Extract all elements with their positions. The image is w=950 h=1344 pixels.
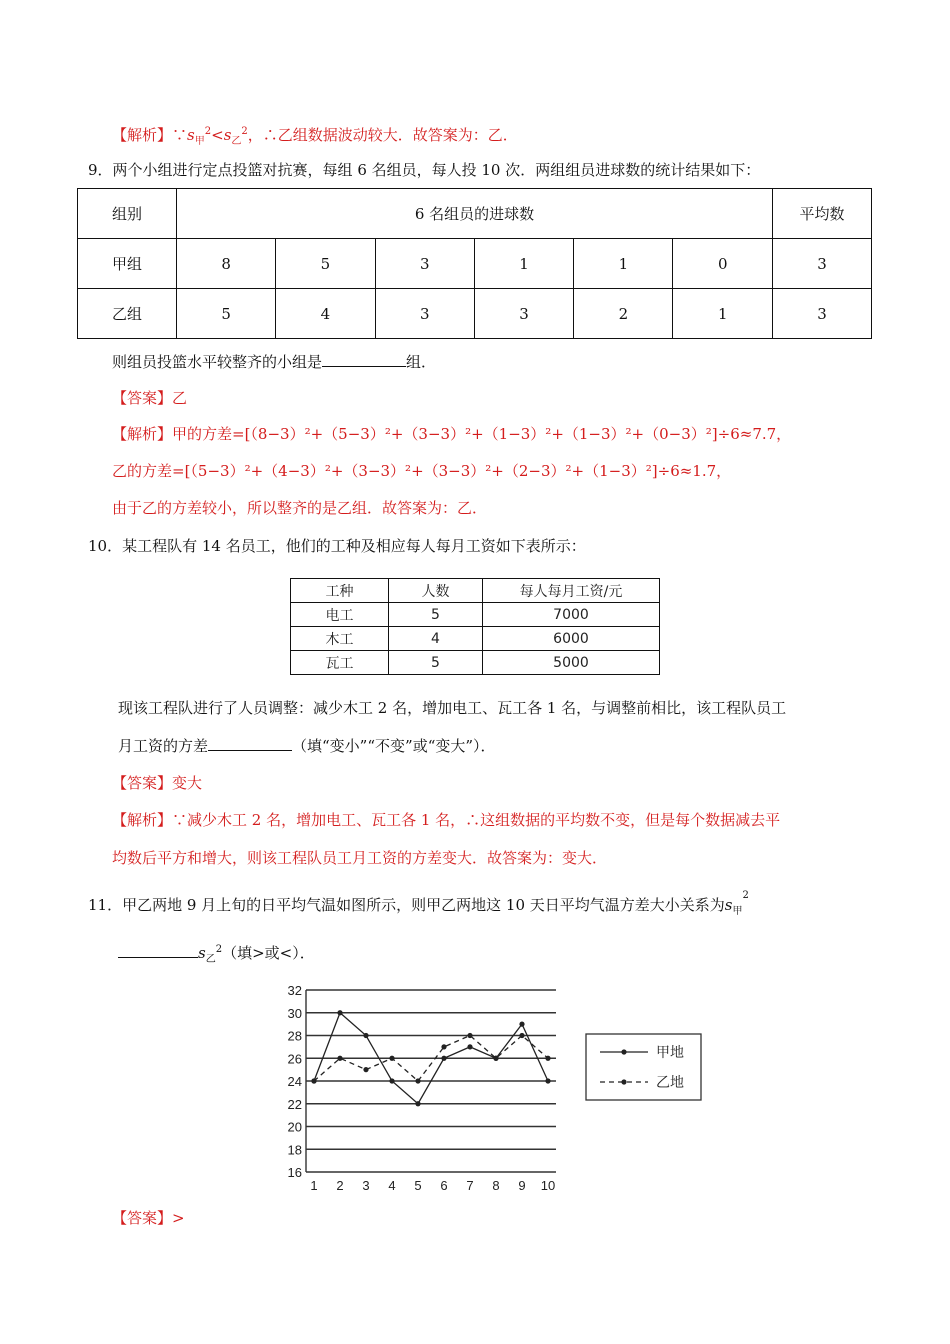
data-point: [389, 1056, 394, 1061]
x-tick-label: 9: [518, 1178, 526, 1193]
answer-tag: 【答案】: [112, 389, 173, 407]
q9-question: [112, 352, 436, 372]
q9-answer: [112, 388, 187, 408]
less-than: <: [211, 126, 224, 144]
legend-marker: [621, 1049, 626, 1054]
cell-value: 3: [474, 289, 573, 339]
cell-value: 1: [474, 239, 573, 289]
q11-stem: [88, 892, 749, 922]
table-row: [291, 627, 660, 651]
legend-label: 乙地: [656, 1075, 684, 1091]
cell-avg: 3: [773, 289, 872, 339]
header-scores: 6 名组员的进球数: [177, 189, 773, 239]
q10-question-1: 现该工程队进行了人员调整：减少木工 2 名，增加电工、瓦工各 1 名，与调整前相比，该工程队员工: [118, 699, 787, 717]
data-point: [311, 1078, 316, 1083]
table-cell: 电工: [291, 603, 389, 627]
q11-question: [118, 940, 315, 970]
x-tick-label: 3: [362, 1178, 370, 1193]
question-text-end: （填>或<）．: [222, 944, 315, 962]
x-tick-label: 10: [540, 1178, 556, 1193]
q10-analysis-1: [112, 810, 780, 830]
superscript: 2: [742, 890, 749, 901]
question-text: 11．甲乙两地 9 月上旬的日平均气温如图所示，则甲乙两地这 10 天日平均气温方差大小关系为: [88, 896, 725, 914]
question-text-end: 组．: [406, 353, 437, 371]
q9-analysis-3: 由于乙的方差较小，所以整齐的是乙组．故答案为：乙．: [112, 499, 488, 517]
cell-value: 0: [673, 239, 773, 289]
cell-value: 2: [574, 289, 673, 339]
answer-tag: 【答案】: [112, 774, 173, 792]
analysis-tag: 【解析】: [112, 425, 173, 443]
y-tick-label: 30: [287, 1005, 302, 1021]
q10-analysis-2: 均数后平方和增大，则该工程队员工月工资的方差变大．故答案为：变大．: [112, 849, 608, 867]
y-tick-label: 20: [287, 1119, 302, 1135]
table-cell: 4: [389, 627, 483, 651]
variance-symbol: s: [724, 896, 733, 914]
table-cell: 6000: [483, 627, 660, 651]
data-point: [337, 1056, 342, 1061]
analysis-text: 甲的方差=[（8−3）²+（5−3）²+（3−3）²+（1−3）²+（1−3）²+（0−3）²]÷6≈7.7，: [172, 425, 792, 443]
superscript: 2: [204, 126, 212, 137]
header-cell: 人数: [389, 579, 483, 603]
variance-symbol: s: [223, 126, 232, 144]
cell-value: 8: [177, 239, 276, 289]
x-tick-label: 8: [492, 1178, 500, 1193]
x-tick-label: 5: [414, 1178, 422, 1193]
data-point: [441, 1056, 446, 1061]
cell-value: 1: [673, 289, 773, 339]
data-point: [337, 1010, 342, 1015]
cell-avg: 3: [773, 239, 872, 289]
table-row: [78, 189, 872, 239]
data-point: [519, 1022, 524, 1027]
header-avg: 平均数: [773, 189, 872, 239]
table-row: [291, 579, 660, 603]
subscript-jia: 甲: [194, 136, 205, 147]
subscript-jia: 甲: [732, 906, 743, 917]
data-point: [493, 1056, 498, 1061]
table-row: [78, 239, 872, 289]
analysis-conclusion: ，∴乙组数据波动较大．故答案为：乙．: [247, 126, 518, 144]
chart-axes: [288, 983, 556, 1193]
q10-table: [290, 578, 660, 675]
data-point: [415, 1078, 420, 1083]
y-tick-label: 32: [287, 983, 302, 998]
cell-value: 3: [375, 239, 474, 289]
answer-blank[interactable]: [322, 352, 406, 367]
y-tick-label: 18: [287, 1142, 302, 1158]
because-symbol: ∵: [172, 126, 188, 144]
x-tick-label: 4: [388, 1178, 396, 1193]
table-row: [291, 651, 660, 675]
cell-group: 乙组: [78, 289, 177, 339]
y-tick-label: 26: [287, 1051, 302, 1067]
header-cell: 每人每月工资/元: [483, 579, 660, 603]
data-point: [467, 1044, 472, 1049]
cell-value: 1: [574, 239, 673, 289]
legend-label: 甲地: [656, 1045, 684, 1061]
superscript: 2: [215, 944, 223, 955]
table-cell: 5: [389, 651, 483, 675]
answer-blank[interactable]: [118, 943, 198, 958]
table-cell: 5: [389, 603, 483, 627]
table-cell: 7000: [483, 603, 660, 627]
variance-symbol: s: [198, 944, 206, 962]
q8-analysis: [112, 122, 518, 152]
cell-value: 4: [276, 289, 375, 339]
data-point: [545, 1056, 550, 1061]
y-tick-label: 22: [287, 1096, 302, 1112]
y-tick-label: 24: [287, 1074, 302, 1089]
data-point: [519, 1033, 524, 1038]
cell-value: 3: [375, 289, 474, 339]
chart-legend: [586, 1034, 701, 1100]
question-text-end: （填“变小”“不变”或“变大”）．: [292, 737, 496, 755]
answer-value: 变大: [172, 774, 203, 792]
x-tick-label: 6: [440, 1178, 448, 1193]
cell-value: 5: [177, 289, 276, 339]
q10-stem: 10．某工程队有 14 名员工，他们的工种及相应每人每月工资如下表所示：: [88, 537, 586, 555]
answer-value: >: [172, 1209, 185, 1227]
data-point: [363, 1067, 368, 1072]
data-point: [467, 1033, 472, 1038]
answer-tag: 【答案】: [112, 1209, 173, 1227]
temperature-line-chart: [276, 978, 716, 1200]
question-text: 月工资的方差: [118, 737, 209, 755]
table-row: [78, 289, 872, 339]
analysis-tag: 【解析】: [112, 126, 173, 144]
table-cell: 木工: [291, 627, 389, 651]
answer-blank[interactable]: [208, 736, 292, 751]
analysis-text: ∵减少木工 2 名，增加电工、瓦工各 1 名，∴这组数据的平均数不变，但是每个数据减去平: [172, 811, 781, 829]
table-cell: 瓦工: [291, 651, 389, 675]
analysis-tag: 【解析】: [112, 811, 173, 829]
x-tick-label: 7: [466, 1178, 474, 1193]
table-cell: 5000: [483, 651, 660, 675]
subscript-yi: 乙: [205, 954, 216, 965]
answer-value: 乙: [172, 389, 188, 407]
cell-group: 甲组: [78, 239, 177, 289]
q9-analysis-1: [112, 424, 791, 444]
data-point: [389, 1078, 394, 1083]
y-tick-label: 16: [287, 1165, 302, 1180]
header-group: 组别: [78, 189, 177, 239]
q9-table: [77, 188, 872, 339]
q11-answer: [112, 1208, 185, 1228]
question-text: 则组员投篮水平较整齐的小组是: [112, 353, 323, 371]
q10-answer: [112, 773, 202, 793]
data-point: [441, 1044, 446, 1049]
q9-stem: 9．两个小组进行定点投篮对抗赛，每组 6 名组员，每人投 10 次．两组组员进球数的统计结果如下：: [88, 161, 761, 179]
x-tick-label: 1: [310, 1178, 318, 1193]
header-cell: 工种: [291, 579, 389, 603]
cell-value: 5: [276, 239, 375, 289]
data-point: [363, 1033, 368, 1038]
superscript: 2: [241, 126, 248, 137]
data-point: [415, 1101, 420, 1106]
subscript-yi: 乙: [231, 136, 242, 147]
q9-analysis-2: 乙的方差=[（5−3）²+（4−3）²+（3−3）²+（3−3）²+（2−3）²+（1−3）²]÷6≈1.7，: [112, 462, 732, 480]
table-row: [291, 603, 660, 627]
legend-marker: [621, 1079, 626, 1084]
y-tick-label: 28: [287, 1028, 302, 1044]
q10-question-2: [118, 736, 496, 756]
data-point: [545, 1078, 550, 1083]
variance-symbol: s: [187, 126, 195, 144]
x-tick-label: 2: [336, 1178, 344, 1193]
